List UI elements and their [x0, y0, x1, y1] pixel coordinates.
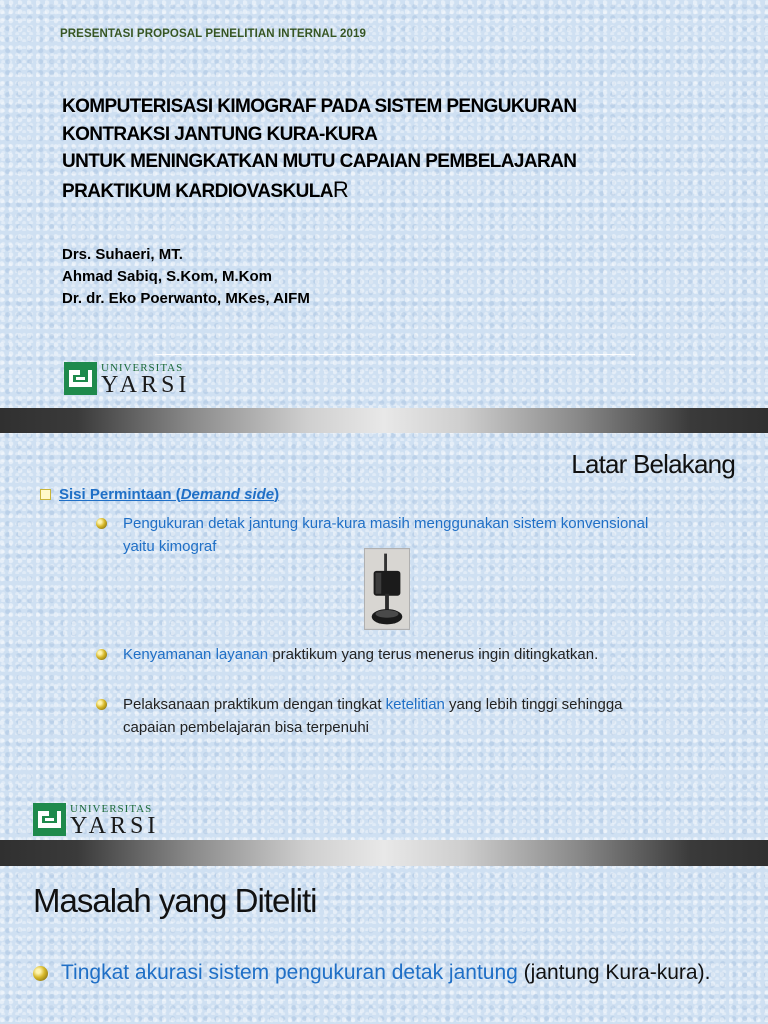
bullet-highlight: Tingkat akurasi sistem pengukuran detak jantung: [61, 961, 518, 984]
slide-heading: Masalah yang Diteliti: [33, 882, 317, 919]
logo-university-label: UNIVERSITAS: [101, 362, 184, 374]
logo-university-name: YARSI: [70, 813, 160, 839]
bullet-text: [123, 643, 656, 666]
section-subheading: [40, 486, 279, 503]
bullet-part: yang lebih tinggi sehingga capaian pembelajaran bisa terpenuhi: [123, 696, 623, 736]
yarsi-logo: [64, 362, 190, 396]
slide-title: [0, 0, 768, 408]
title-line-main: PRAKTIKUM KARDIOVASKULA: [62, 180, 333, 202]
yarsi-logo: [33, 803, 159, 837]
author-list: [62, 244, 310, 310]
yarsi-logo-icon: [64, 362, 97, 395]
bullet-text: [61, 958, 733, 988]
bullet-item: [96, 643, 656, 666]
bullet-dot-icon: [96, 699, 107, 710]
presentation-label: PRESENTASI PROPOSAL PENELITIAN INTERNAL 2019: [60, 28, 367, 40]
kymograph-photo: [364, 548, 410, 630]
square-bullet-icon: [40, 489, 51, 500]
subheading-suffix: ): [274, 486, 280, 503]
title-line: KOMPUTERISASI KIMOGRAF PADA SISTEM PENGUKURAN: [62, 96, 577, 117]
bullet-text: [123, 693, 656, 739]
bullet-highlight: ketelitian: [385, 696, 445, 713]
bullet-dot-icon: [96, 518, 107, 529]
bullet-part: Pelaksanaan praktikum dengan tingkat: [123, 696, 386, 713]
bullet-item: [96, 693, 656, 739]
logo-university-name: YARSI: [101, 372, 191, 398]
author-name: Ahmad Sabiq, S.Kom, M.Kom: [62, 268, 273, 285]
logo-university-label: UNIVERSITAS: [70, 803, 153, 815]
slide-background: [0, 433, 768, 840]
presentation-title: [62, 93, 702, 205]
bullet-item: [33, 958, 733, 988]
bullet-text: Pengukuran detak jantung kura-kura masih menggunakan sistem konvensional yaitu kimograf: [123, 515, 649, 555]
title-line: [62, 176, 702, 206]
title-line: KONTRAKSI JANTUNG KURA-KURA: [62, 123, 378, 145]
bullet-dot-icon: [33, 966, 48, 981]
author-name: Drs. Suhaeri, MT.: [62, 246, 183, 263]
bullet-highlight: Kenyamanan layanan: [123, 646, 269, 663]
slide-divider: [0, 840, 768, 866]
subheading-prefix: Sisi Permintaan (: [59, 486, 181, 503]
slide-divider: [0, 408, 768, 433]
separator-line: [155, 354, 635, 355]
bullet-rest: (jantung Kura-kura).: [517, 961, 711, 984]
yarsi-logo-icon: [33, 803, 66, 836]
slide-heading: Latar Belakang: [571, 449, 735, 479]
bullet-rest: praktikum yang terus menerus ingin ditingkatkan.: [268, 646, 599, 663]
title-line: UNTUK MENINGKATKAN MUTU CAPAIAN PEMBELAJARAN: [62, 151, 577, 172]
subheading-italic: Demand side: [180, 486, 275, 503]
bullet-dot-icon: [96, 649, 107, 660]
slide-problem: [0, 866, 768, 1024]
title-line-last-letter: R: [332, 176, 349, 202]
author-name: Dr. dr. Eko Poerwanto, MKes, AIFM: [62, 290, 310, 307]
